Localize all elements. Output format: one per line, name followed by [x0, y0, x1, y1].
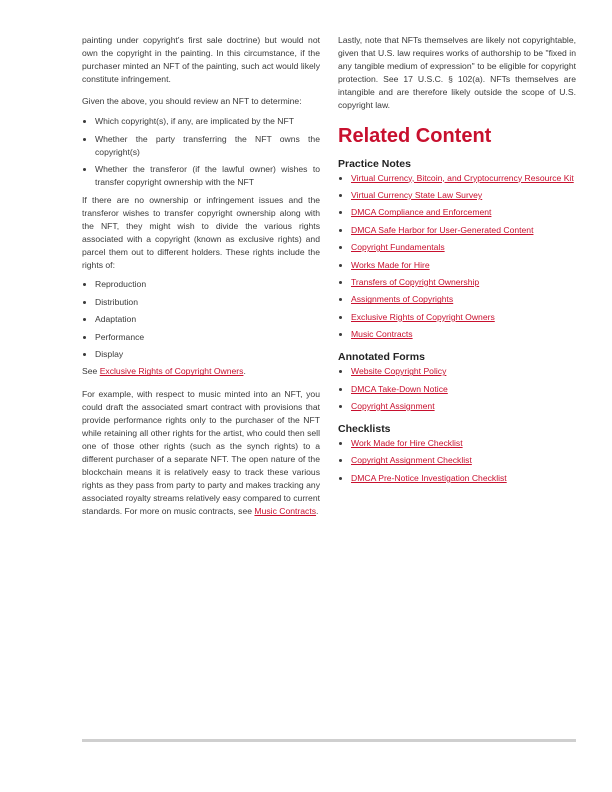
practice-note-link[interactable]: Music Contracts — [351, 329, 413, 340]
list-item: • Performance — [95, 331, 320, 344]
list-item — [351, 472, 576, 485]
see-suffix: . — [243, 366, 246, 377]
practice-notes-heading: Practice Notes — [338, 157, 411, 170]
rights-list — [82, 278, 320, 361]
checklists-list — [338, 437, 576, 485]
list-item — [351, 454, 576, 467]
left-column — [82, 34, 320, 519]
practice-note-link[interactable]: Transfers of Copyright Ownership — [351, 276, 480, 287]
see-prefix: See — [82, 366, 100, 377]
list-item: • Display — [95, 348, 320, 361]
list-item: • Which copyright(s), if any, are implicated by the NFT — [95, 115, 320, 128]
list-item — [351, 437, 576, 450]
music-example-text: For example, with respect to music minted into an NFT, you could draft the associated smart contract with provisions that provide performance rights only to the purchaser of the NFT while retaining all other rights for the artist, who could then sell one of those other rights (such as the synch rights) to a different purchaser of a separate NFT. The open nature of the blockchain means it is relatively easy to track these various rights as they pass from party to party and makes tracking any associated royalty streams relatively easy compared to current standards. For more on music contracts, see — [82, 388, 320, 517]
practice-note-link[interactable]: Exclusive Rights of Copyright Owners — [351, 311, 495, 322]
list-item: • Whether the transferor (if the lawful owner) wishes to transfer copyright ownership with the NFT — [95, 163, 320, 189]
annotated-form-link[interactable]: Website Copyright Policy — [351, 366, 447, 377]
annotated-form-link[interactable]: Copyright Assignment — [351, 400, 435, 411]
practice-note-link[interactable]: DMCA Compliance and Enforcement — [351, 207, 492, 218]
annotated-forms-heading: Annotated Forms — [338, 351, 425, 364]
right-column — [338, 34, 576, 489]
checklist-link[interactable]: DMCA Pre-Notice Investigation Checklist — [351, 472, 507, 483]
practice-note-link[interactable]: Copyright Fundamentals — [351, 242, 445, 253]
paragraph-nft-copyrightability: Lastly, note that NFTs themselves are likely not copyrightable, given that U.S. law requires works of authorship to be "fixed in any tangible medium of expression" to be eligible for copyright protection. See 17 U.S.C. § 102(a). NFTs themselves are intangible and are therefore likely outside the scope of U.S. copyright law. — [338, 35, 576, 111]
list-item — [351, 172, 576, 185]
list-item: • Reproduction — [95, 278, 320, 291]
list-item — [351, 259, 576, 272]
paragraph-first-sale: painting under copyright's first sale doctrine) but would not own the copyright in the painting. In this circumstance, if the purchaser minted an NFT of the painting, such act would likely constitute infringement. — [82, 35, 320, 85]
list-item — [351, 365, 576, 378]
list-item — [351, 189, 576, 202]
practice-note-link[interactable]: Virtual Currency, Bitcoin, and Cryptocurrency Resource Kit — [351, 172, 574, 183]
paragraph-divide-rights: If there are no ownership or infringement issues and the transferor wishes to transfer copyright ownership along with the NFT, they might wish to divide the various rights associated with a copyright (known as exclusive rights) and parcel them out to different holders. These rights include the rights of: — [82, 194, 320, 270]
list-item — [351, 241, 576, 254]
practice-note-link[interactable]: Assignments of Copyrights — [351, 294, 454, 305]
list-item — [351, 400, 576, 413]
practice-note-link[interactable]: DMCA Safe Harbor for User-Generated Content — [351, 224, 534, 235]
list-item — [351, 383, 576, 396]
paragraph-music-example — [82, 388, 320, 519]
list-item — [351, 328, 576, 341]
list-item — [351, 311, 576, 324]
music-example-suffix: . — [316, 506, 319, 517]
list-item — [351, 276, 576, 289]
list-item: • Distribution — [95, 296, 320, 309]
annotated-form-link[interactable]: DMCA Take-Down Notice — [351, 383, 448, 394]
list-item — [351, 293, 576, 306]
checklist-link[interactable]: Copyright Assignment Checklist — [351, 455, 472, 466]
related-content-heading: Related Content — [338, 124, 492, 147]
checklist-link[interactable]: Work Made for Hire Checklist — [351, 438, 463, 449]
see-also-line — [82, 365, 320, 378]
practice-notes-list — [338, 172, 576, 342]
practice-note-link[interactable]: Works Made for Hire — [351, 259, 430, 270]
list-item: • Whether the party transferring the NFT owns the copyright(s) — [95, 133, 320, 159]
footer-divider — [82, 739, 576, 742]
music-contracts-link[interactable]: Music Contracts — [254, 506, 317, 517]
paragraph-review-intro: Given the above, you should review an NFT to determine: — [82, 96, 302, 107]
list-item — [351, 224, 576, 237]
list-item: • Adaptation — [95, 313, 320, 326]
annotated-forms-list — [338, 365, 576, 413]
exclusive-rights-link[interactable]: Exclusive Rights of Copyright Owners — [99, 366, 244, 377]
checklists-heading: Checklists — [338, 423, 391, 436]
review-list — [82, 115, 320, 189]
practice-note-link[interactable]: Virtual Currency State Law Survey — [351, 189, 483, 200]
list-item — [351, 206, 576, 219]
